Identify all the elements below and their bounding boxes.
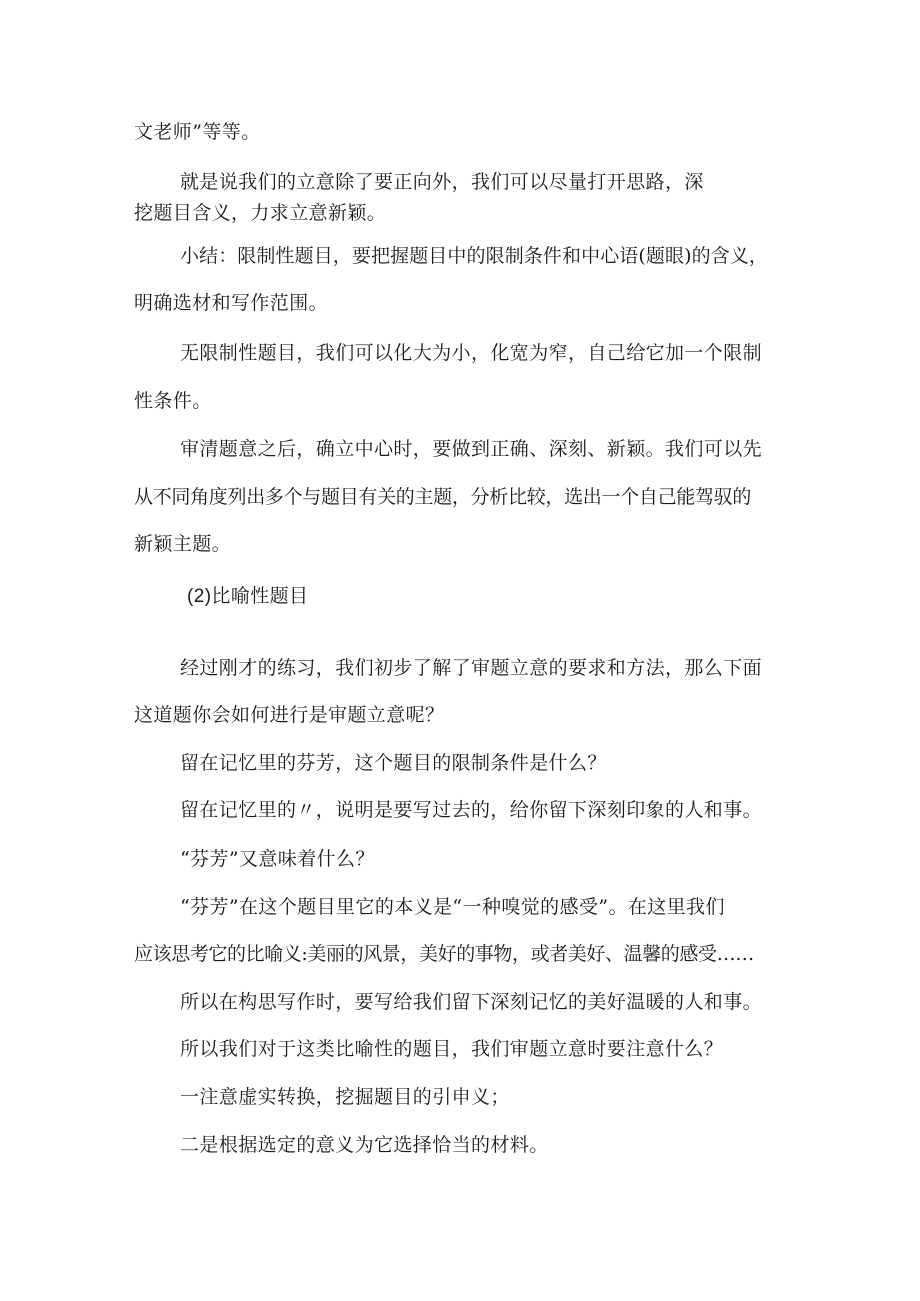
- text-line-22: 二是根据选定的意义为它选择恰当的材料。: [180, 1134, 549, 1156]
- text-line-20: 所以我们对于这类比喻性的题目，我们审题立意时要注意什么？: [180, 1038, 724, 1060]
- text-line-7: 性条件。: [134, 390, 212, 412]
- text-line-10: 新颖主题。: [134, 533, 232, 555]
- text-line-21: 一注意虚实转换，挖掘题目的引申义；: [180, 1086, 510, 1108]
- text-line-19: 所以在构思写作时，要写给我们留下深刻记忆的美好温暖的人和事。: [180, 991, 763, 1013]
- text-line-16: “芬芳”又意味着什么？: [180, 848, 375, 870]
- text-line-14: 留在记忆里的芬芳，这个题目的限制条件是什么？: [180, 752, 607, 774]
- text-line-3: 挖题目含义，力求立意新颖。: [134, 202, 387, 224]
- text-line-15: 留在记忆里的〃，说明是要写过去的，给你留下深刻印象的人和事。: [180, 799, 763, 821]
- text-line-9: 从不同角度列出多个与题目有关的主题，分析比较，选出一个自己能驾驭的: [134, 486, 752, 508]
- text-line-13: 这道题你会如何进行是审题立意呢？: [134, 704, 445, 726]
- text-line-8: 审清题意之后，确立中心时，要做到正确、深刻、新颖。我们可以先: [180, 438, 763, 460]
- text-line-6: 无限制性题目，我们可以化大为小，化宽为窄，自己给它加一个限制: [180, 342, 763, 364]
- section-heading: (2)比喻性题目: [187, 586, 309, 607]
- text-line-2: 就是说我们的立意除了要正向外，我们可以尽量打开思路，深: [180, 171, 704, 193]
- text-line-18: 应该思考它的比喻义:美丽的风景，美好的事物，或者美好、温馨的感受……: [134, 943, 754, 965]
- text-line-12: 经过刚才的练习，我们初步了解了审题立意的要求和方法，那么下面: [180, 657, 763, 679]
- text-line-5: 明确选材和写作范围。: [134, 292, 329, 314]
- text-line-1: 文老师”等等。: [134, 121, 261, 143]
- text-line-17: “芬芳”在这个题目里它的本义是“一种嗅觉的感受”。在这里我们: [180, 896, 725, 918]
- text-line-4: 小结：限制性题目，要把握题目中的限制条件和中心语(题眼)的含义，: [180, 245, 769, 267]
